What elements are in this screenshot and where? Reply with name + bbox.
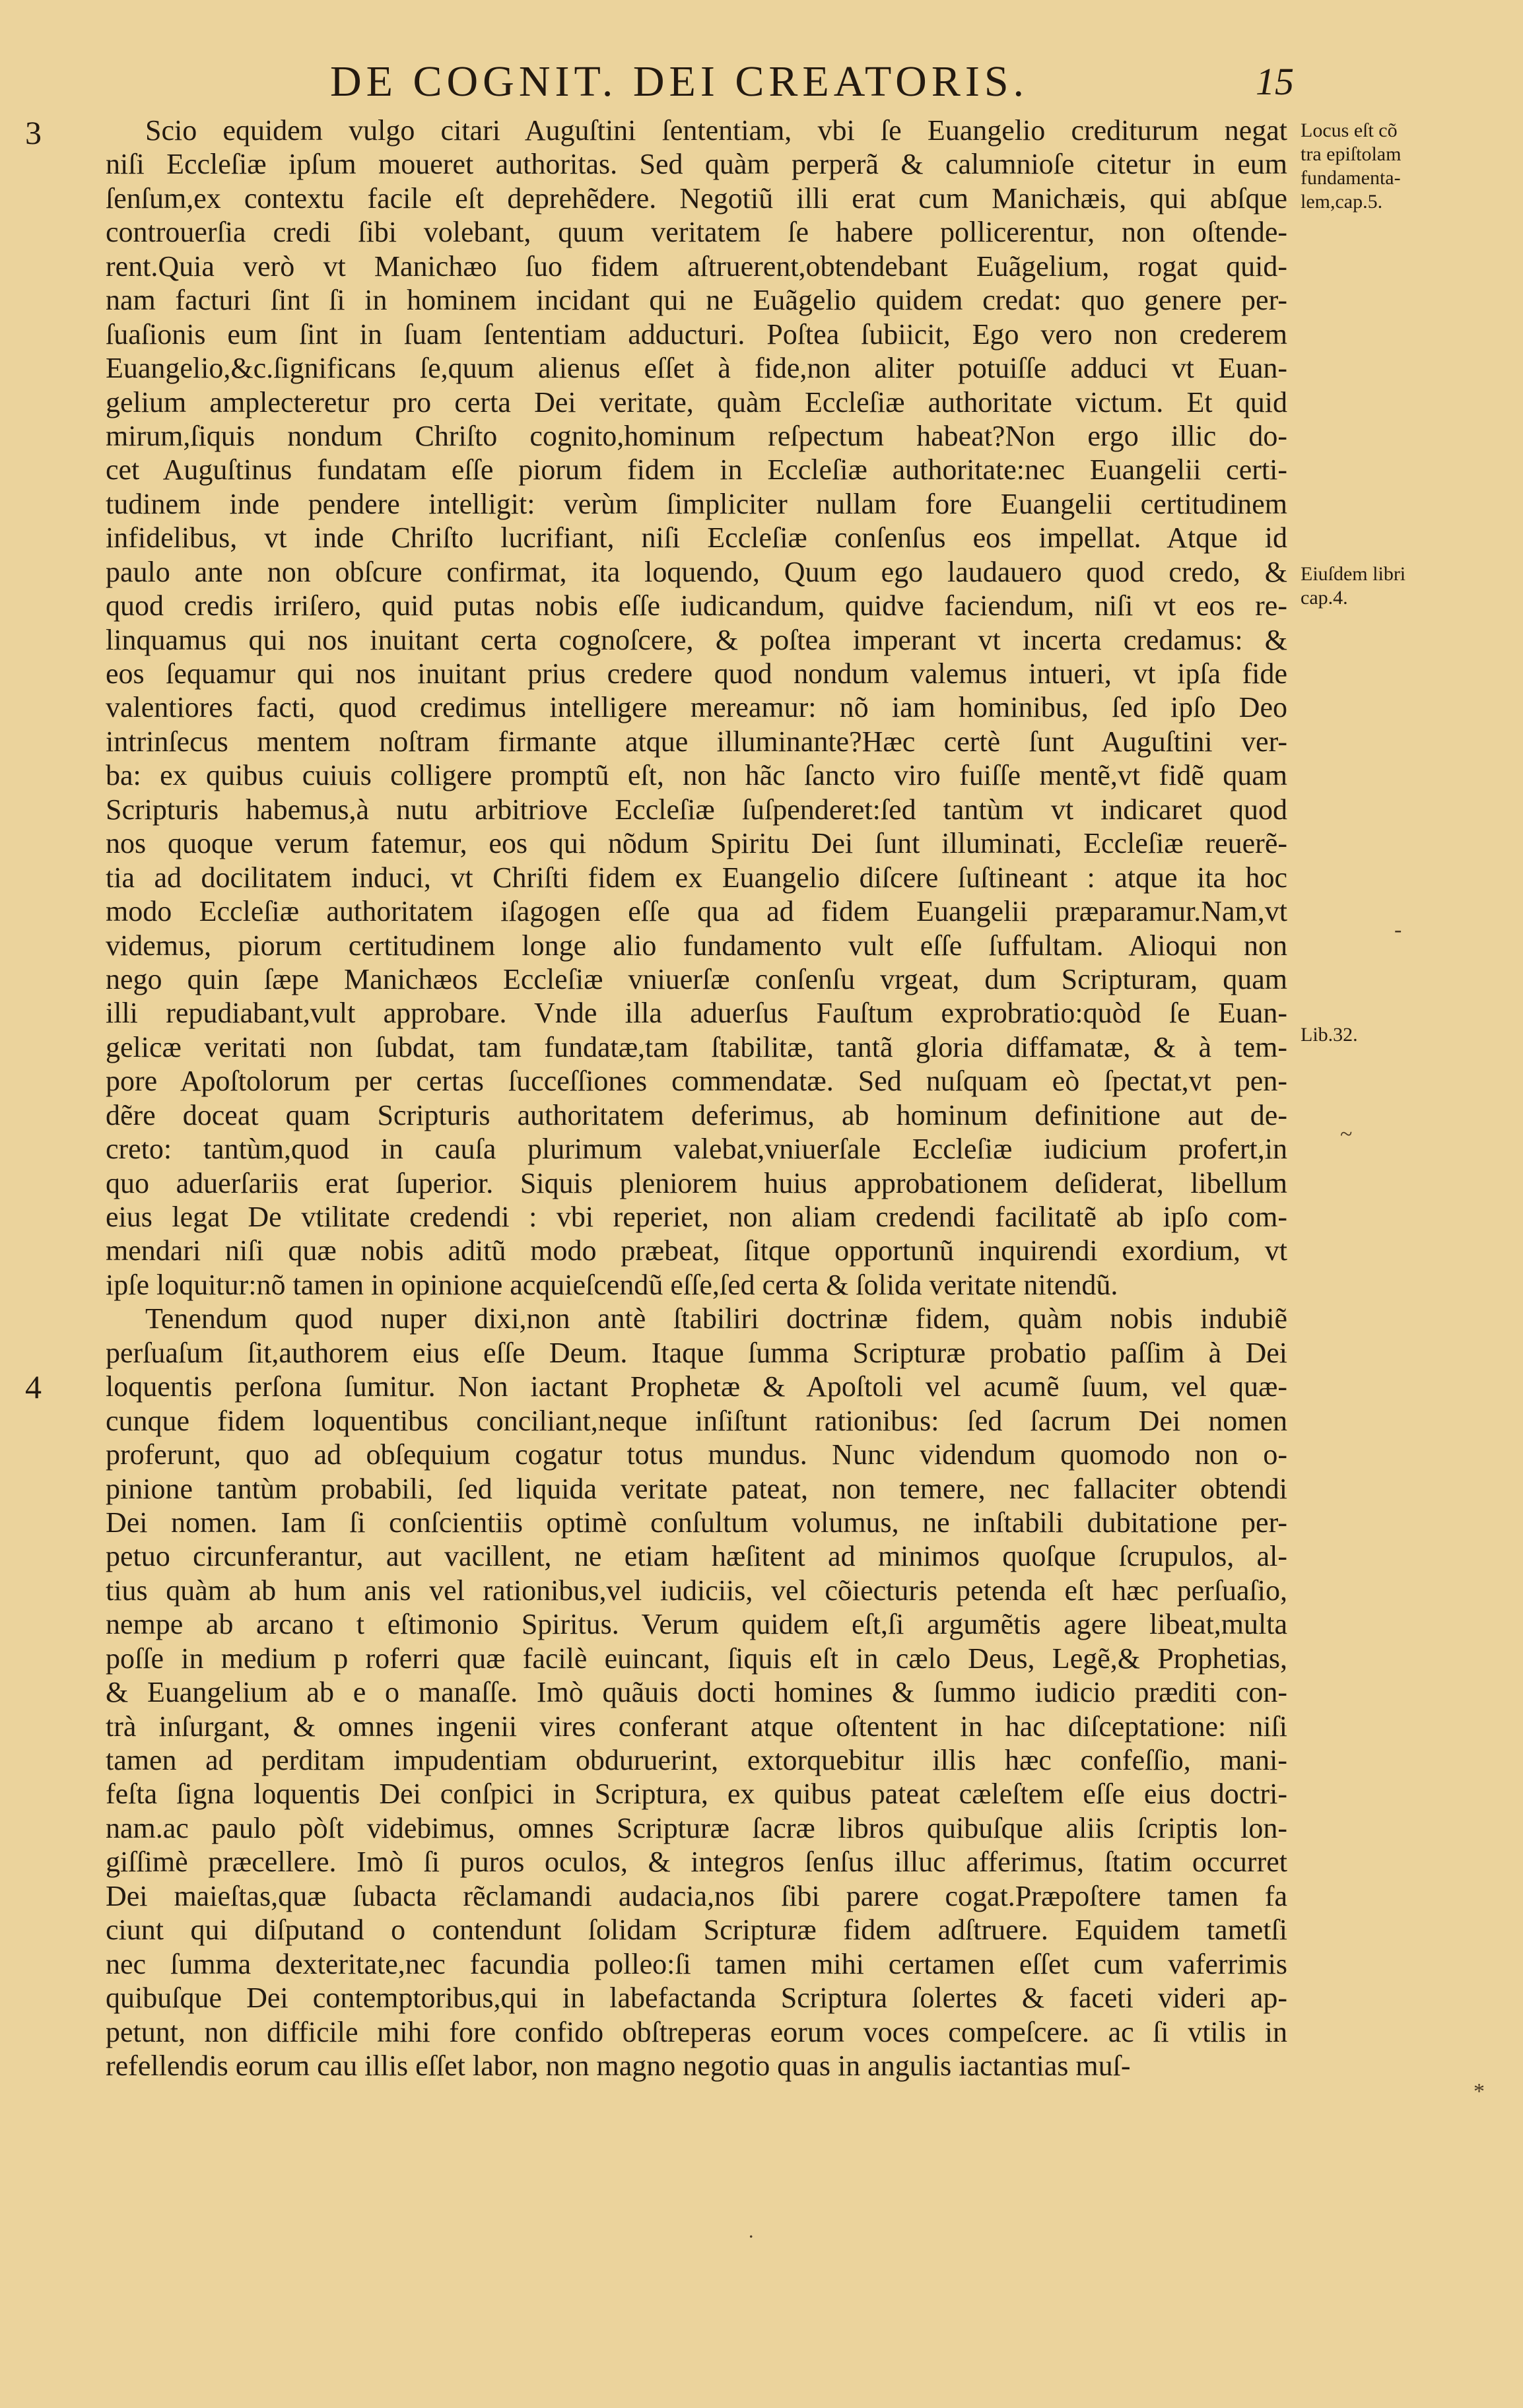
ink-speck: ~ — [1340, 1122, 1353, 1147]
text-line: feſta ſigna loquentis Dei conſpici in Scriptura, ex quibus pateat cæleſtem eſſe eius doctri- — [106, 1778, 1287, 1811]
ink-speck: * — [1473, 2079, 1485, 2104]
marginal-note-line: Lib.32. — [1301, 1024, 1358, 1046]
text-line: eius legat De vtilitate credendi : vbi reperiet, non aliam credendi facilitatẽ ab ipſo com- — [106, 1201, 1287, 1233]
marginal-note-line: lem,cap.5. — [1301, 191, 1383, 213]
text-line: tius quàm ab hum anis vel rationibus,vel iudiciis, vel cõiecturis petenda eſt hæc perſuaſio, — [106, 1574, 1287, 1607]
text-line: mirum,ſiquis nondum Chriſto cognito,hominum reſpectum habeat?Non ergo illic do- — [106, 419, 1287, 452]
text-line: gelicæ veritati non ſubdat, tam fundatæ,tam ſtabilitæ, tantã gloria diffamatæ, & à tem- — [106, 1030, 1287, 1063]
text-line: cunque fidem loquentibus conciliant,neque inſiſtunt rationibus: ſed ſacrum Dei nomen — [106, 1404, 1287, 1437]
text-line: nego quin ſæpe Manichæos Eccleſiæ vniuerſæ conſenſu vrgeat, dum Scripturam, quam — [106, 962, 1287, 995]
text-line: tamen ad perditam impudentiam obduruerint, extorquebitur illis hæc confeſſio, mani- — [106, 1744, 1287, 1776]
text-line: trà inſurgant, & omnes ingenii vires conferant atque oſtentent in hac diſceptatione: niſi — [106, 1710, 1287, 1743]
text-line: rent.Quia verò vt Manichæo ſuo fidem aſtruerent,obtendebant Euãgelium, rogat quid- — [106, 250, 1287, 283]
marginal-note-line: cap.4. — [1301, 587, 1348, 609]
text-line: niſi Eccleſiæ ipſum moueret authoritas. Sed quàm perperã & calumnioſe citetur in eum — [106, 148, 1287, 181]
text-line: creto: tantùm,quod in cauſa plurimum valebat,vniuerſale Eccleſiæ iudicium profert,in — [106, 1133, 1287, 1166]
folio-number: 15 — [1256, 60, 1294, 103]
running-title: DE COGNIT. DEI CREATORIS. — [330, 57, 1029, 106]
text-line: nam.ac paulo pòſt videbimus, omnes Scripturæ ſacræ libros quibuſque aliis ſcriptis lon- — [106, 1811, 1287, 1844]
text-line: quo aduerſariis erat ſuperior. Siquis pleniorem huius approbationem deſiderat, libellum — [106, 1166, 1287, 1199]
text-line: nec ſumma dexteritate,nec facundia polleo:ſi tamen mihi certamen eſſet cum vaferrimis — [106, 1947, 1287, 1980]
text-line: ba: ex quibus cuiuis colligere promptũ eſt, non hãc ſancto viro fuiſſe mentẽ,vt fidẽ quam — [106, 759, 1287, 792]
text-line: Scio equidem vulgo citari Auguſtini ſententiam, vbi ſe Euangelio crediturum negat — [145, 114, 1287, 147]
text-line: infidelibus, vt inde Chriſto lucrifiant, niſi Eccleſiæ conſenſus eos impellat. Atque id — [106, 521, 1287, 554]
text-line: linquamus qui nos inuitant certa cognoſcere, & poſtea imperant vt incerta credamus: & — [106, 623, 1287, 656]
ink-speck: ˙ — [747, 2231, 755, 2256]
text-line: eos ſequamur qui nos inuitant prius credere quod nondum valemus intueri, vt ipſa fide — [106, 657, 1287, 690]
text-line: ſenſum,ex contextu facile eſt deprehẽdere. Negotiũ illi erat cum Manichæis, qui abſque — [106, 182, 1287, 215]
section-number: 3 — [25, 114, 42, 151]
text-line: Dei nomen. Iam ſi conſcientiis optimè conſultum volumus, ne inſtabili dubitatione per- — [106, 1506, 1287, 1539]
text-line: tudinem inde pendere intelligit: verùm ſimpliciter nullam fore Euangelii certitudinem — [106, 487, 1287, 520]
text-line: cet Auguſtinus fundatam eſſe piorum fidem in Eccleſiæ authoritate:nec Euangelii certi- — [106, 453, 1287, 486]
text-line: Scripturis habemus,à nutu arbitriove Eccleſiæ ſuſpenderet:ſed tantùm vt indicaret quod — [106, 793, 1287, 826]
marginal-note — [1301, 562, 1512, 610]
text-line: & Euangelium ab e o manaſſe. Imò quãuis docti homines & ſummo iudicio præditi con- — [106, 1676, 1287, 1709]
section-number: 4 — [25, 1368, 42, 1405]
text-line: quod credis irriſero, quid putas nobis eſſe iudicandum, quidve faciendum, niſi vt eos re- — [106, 589, 1287, 622]
text-line: controuerſia credi ſibi volebant, quum veritatem ſe habere pollicerentur, non oſtende- — [106, 216, 1287, 249]
marginal-note-line: Eiuſdem libri — [1301, 563, 1406, 585]
text-line: pore Apoſtolorum per certas ſucceſſiones commendatæ. Sed nuſquam eò ſpectat,vt pen- — [106, 1065, 1287, 1098]
marginal-note — [1301, 1023, 1512, 1047]
text-line: perſuaſum ſit,authorem eius eſſe Deum. Itaque ſumma Scripturæ probatio paſſim à Dei — [106, 1336, 1287, 1369]
text-line: tia ad docilitatem induci, vt Chriſti fidem ex Euangelio diſcere ſuſtineant : atque ita hoc — [106, 861, 1287, 894]
text-line: videmus, piorum certitudinem longe alio fundamento vult eſſe ſuffultam. Alioqui non — [106, 929, 1287, 962]
text-line: poſſe in medium p roferri quæ facilè euincant, ſiquis eſt in cælo Deus, Legẽ,& Prophetias, — [106, 1642, 1287, 1675]
text-line: Euangelio,&c.ſignificans ſe,quum alienus eſſet à fide,non aliter potuiſſe adduci vt Euan- — [106, 352, 1287, 385]
text-line: intrinſecus mentem noſtram firmante atque illuminante?Hæc certè ſunt Auguſtini ver- — [106, 725, 1287, 758]
text-line: nempe ab arcano t eſtimonio Spiritus. Verum quidem eſt,ſi argumẽtis agere libeat,multa — [106, 1608, 1287, 1641]
marginal-note — [1301, 119, 1512, 214]
page-header — [0, 57, 1523, 110]
text-line: valentiores facti, quod credimus intelligere mereamur: nõ iam hominibus, ſed ipſo Deo — [106, 691, 1287, 724]
marginal-note-line: tra epiſtolam — [1301, 143, 1402, 165]
text-line: dẽre doceat quam Scripturis authoritatem deferimus, ab hominum definitione aut de- — [106, 1098, 1287, 1131]
text-line: petuo circunferantur, aut vacillent, ne etiam hæſitent ad minimos quoſque ſcrupulos, al- — [106, 1540, 1287, 1573]
marginal-note-line: fundamenta- — [1301, 167, 1401, 189]
text-line: refellendis eorum cau illis eſſet labor, non magno negotio quas in angulis iactantias muſ- — [106, 2049, 1131, 2082]
text-line: nam facturi ſint ſi in hominem incidant qui ne Euãgelio quidem credat: quo genere per- — [106, 284, 1287, 317]
text-line: ipſe loquitur:nõ tamen in opinione acquieſcendũ eſſe,ſed certa & ſolida veritate nitendũ. — [106, 1268, 1118, 1301]
text-line: nos quoque verum fatemur, eos qui nõdum Spiritu Dei ſunt illuminati, Eccleſiæ reuerẽ- — [106, 827, 1287, 860]
text-line: mendari niſi quæ nobis aditũ modo præbeat, ſitque opportunũ inquirendi exordium, vt — [106, 1234, 1287, 1267]
text-line: ſuaſionis eum ſint in ſuam ſententiam adducturi. Poſtea ſubiicit, Ego vero non crederem — [106, 318, 1287, 351]
text-line: ciunt qui diſputand o contendunt ſolidam Scripturæ fidem adſtruere. Equidem tametſi — [106, 1914, 1287, 1947]
text-line: modo Eccleſiæ authoritatem iſagogen eſſe qua ad fidem Euangelii præparamur.Nam,vt — [106, 895, 1287, 928]
text-line: giſſimè præcellere. Imò ſi puros oculos, & integros ſenſus illuc afferimus, ſtatim occurret — [106, 1846, 1287, 1879]
text-line: petunt, non difficile mihi fore confido obſtreperas eorum voces compeſcere. ac ſi vtilis in — [106, 2015, 1287, 2048]
text-line: Dei maieſtas,quæ ſubacta rẽclamandi audacia,nos ſibi parere cogat.Præpoſtere tamen fa — [106, 1879, 1287, 1912]
ink-speck: - — [1394, 918, 1402, 942]
text-line: pinione tantùm probabili, ſed liquida veritate pateat, non temere, nec fallaciter obtendi — [106, 1472, 1287, 1505]
marginal-note-line: Locus eſt cõ — [1301, 119, 1398, 141]
text-line: Tenendum quod nuper dixi,non antè ſtabiliri doctrinæ fidem, quàm nobis indubiẽ — [145, 1302, 1287, 1335]
text-line: loquentis perſona ſumitur. Non iactant Prophetæ & Apoſtoli vel acumẽ ſuum, vel quæ- — [106, 1370, 1287, 1403]
body-text — [106, 114, 1287, 2083]
text-line: proferunt, quo ad obſequium cogatur totus mundus. Nunc videndum quomodo non o- — [106, 1438, 1287, 1471]
text-line: paulo ante non obſcure confirmat, ita loquendo, Quum ego laudauero quod credo, & — [106, 555, 1287, 588]
text-line: quibuſque Dei contemptoribus,qui in labefactanda Scriptura ſolertes & faceti videri ap- — [106, 1982, 1287, 2015]
text-line: illi repudiabant,vult approbare. Vnde illa aduerſus Fauſtum exprobratio:quòd ſe Euan- — [106, 997, 1287, 1030]
text-line: gelium amplecteretur pro certa Dei veritate, quàm Eccleſiæ authoritate victum. Et quid — [106, 385, 1287, 418]
